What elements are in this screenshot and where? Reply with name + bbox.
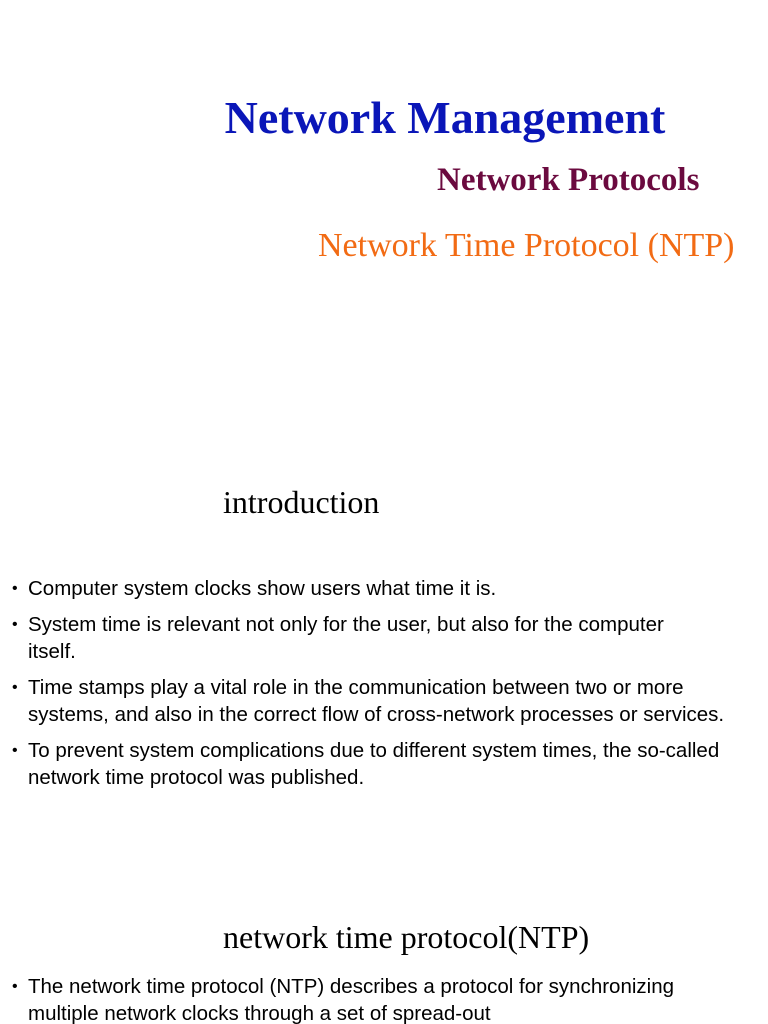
bullet-icon: • [12,580,18,597]
list-item [12,674,768,728]
list-item [12,973,768,1024]
bullet-icon: • [12,978,18,995]
list-item [12,611,768,665]
list-item [12,575,768,602]
page-subsubtitle: Network Time Protocol (NTP) [318,227,735,264]
bullet-text: Computer system clocks show users what time it is. [28,577,497,600]
bullet-text: To prevent system complications due to different system times, the so-called network time protocol was published. [28,739,720,789]
bullet-icon: • [12,616,18,633]
bullet-text: System time is relevant not only for the user, but also for the computer itself. [28,613,664,663]
section-heading-introduction: introduction [223,484,380,520]
bullet-text: The network time protocol (NTP) describes a protocol for synchronizing multiple network clocks through a set of spread-out [28,975,675,1024]
page-title: Network Management [224,92,666,143]
ntp-bullet-list [12,973,768,1024]
introduction-bullet-list [12,575,768,800]
bullet-text: Time stamps play a vital role in the communication between two or more systems, and also in the correct flow of cross-network processes or services. [28,676,725,726]
section-heading-ntp: network time protocol(NTP) [223,919,590,955]
bullet-icon: • [12,742,18,759]
bullet-icon: • [12,679,18,696]
page-subtitle: Network Protocols [437,162,700,198]
list-item [12,737,768,791]
